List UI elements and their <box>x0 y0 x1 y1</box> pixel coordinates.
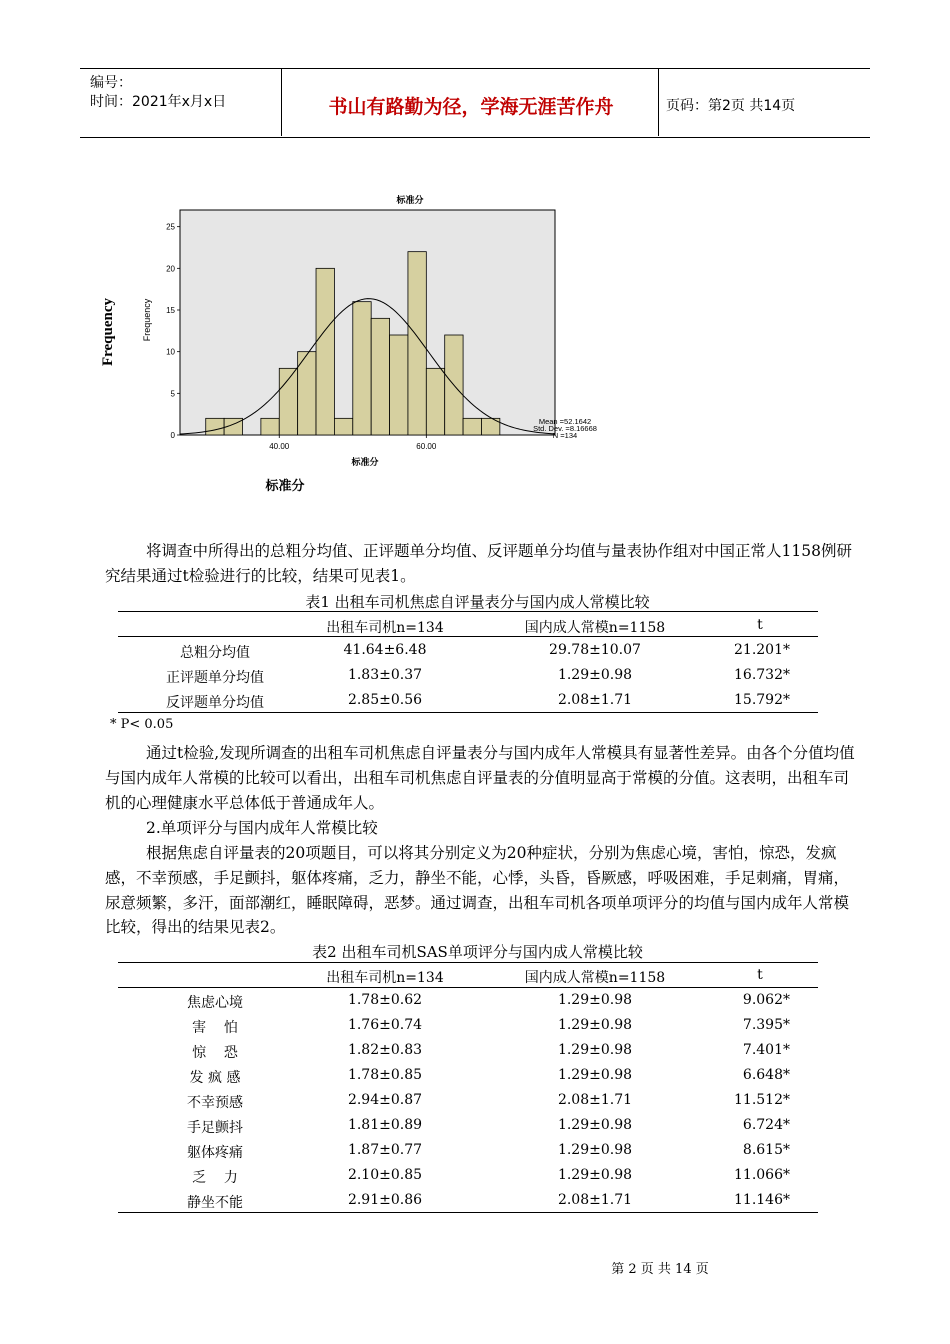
histogram-bar <box>353 302 371 435</box>
section-heading: 2.单项评分与国内成年人常模比较 <box>146 819 378 837</box>
header-page-label: 页码：第2页 共14页 <box>666 98 796 114</box>
table2-header-col: 国内成人常模n=1158 <box>524 970 666 986</box>
header-time-label: 时间：2021年x月x日 <box>90 94 227 110</box>
table1-header-col: t <box>757 617 763 633</box>
chart-outer-ylabel: Frequency <box>100 297 116 367</box>
table2-cell: 8.615* <box>742 1142 790 1158</box>
chart-stat-label: Std. Dev. =8.16668 <box>533 424 597 433</box>
table2-cell: 7.395* <box>742 1017 790 1033</box>
table1-cell: 正评题单分均值 <box>166 670 264 686</box>
histogram-bar <box>371 318 389 435</box>
table2-cell: 1.78±0.62 <box>347 992 423 1008</box>
table1-cell: 2.08±1.71 <box>557 692 633 708</box>
y-tick-label: 20 <box>166 264 175 274</box>
table1-header-col: 国内成人常模n=1158 <box>524 620 666 636</box>
table2-cell: 1.78±0.85 <box>347 1067 423 1083</box>
chart-stat-label: Mean =52.1642 <box>538 417 592 426</box>
table2-caption: 表2 出租车司机SAS单项评分与国内成人常模比较 <box>312 943 643 961</box>
table2-cell: 1.81±0.89 <box>347 1117 423 1133</box>
table2-cell: 6.724* <box>742 1117 790 1133</box>
table2-cell: 1.87±0.77 <box>347 1142 423 1158</box>
table2-top-rule <box>118 962 818 963</box>
paragraph-symptoms: 根据焦虑自评量表的20项题目，可以将其分别定义为20种症状，分别为焦虑心境，害怕，惊恐，发疯感，不幸预感，手足颤抖，躯体疼痛，乏力，静坐不能，心悸，头昏，昏厥感，呼吸困难，手足刺痛，胃痛，尿意频繁，多汗，面部潮红，睡眠障碍，恶梦。通过调查，出租车司机各项单项评分的均值与国内成年人常模比较，得出的结果见表2。 <box>105 844 850 937</box>
table2-cell: 7.401* <box>742 1042 790 1058</box>
table2-header-col: 出租车司机n=134 <box>326 970 444 986</box>
table2-cell: 11.512* <box>734 1092 790 1108</box>
chart-ylabel: Frequency <box>142 298 152 342</box>
table1-cell: 1.29±0.98 <box>557 667 633 683</box>
table2-cell: 躯体疼痛 <box>187 1145 243 1161</box>
y-tick-label: 5 <box>170 389 175 399</box>
table2-cell: 1.76±0.74 <box>347 1017 423 1033</box>
y-tick-label: 15 <box>166 306 175 315</box>
table2-cell: 1.29±0.98 <box>557 1142 633 1158</box>
table2-cell: 手足颤抖 <box>187 1120 243 1136</box>
table2-cell: 2.08±1.71 <box>557 1192 633 1208</box>
table1-note: * P< 0.05 <box>110 717 174 732</box>
table1-cell: 2.85±0.56 <box>347 692 423 708</box>
histogram-bar <box>261 418 279 435</box>
table2-cell: 乏 力 <box>192 1170 238 1186</box>
table2-cell: 11.066* <box>734 1167 790 1183</box>
table2-cell: 惊 恐 <box>192 1045 238 1061</box>
table2-cell: 2.10±0.85 <box>347 1167 423 1183</box>
table2-cell: 6.648* <box>742 1067 790 1083</box>
table2-cell: 静坐不能 <box>187 1195 243 1211</box>
table1-cell: 1.83±0.37 <box>347 667 423 683</box>
table2-cell: 1.29±0.98 <box>557 1117 633 1133</box>
table2-cell: 1.29±0.98 <box>557 992 633 1008</box>
histogram-bar <box>279 368 297 435</box>
table2-cell: 发 疯 感 <box>189 1070 241 1086</box>
table1-cell: 16.732* <box>734 667 790 683</box>
page-footer: 第 2 页 共 14 页 <box>611 1262 709 1277</box>
table2-cell: 不幸预感 <box>187 1095 243 1111</box>
table1-bottom-rule <box>118 712 818 713</box>
histogram-bar <box>408 252 426 435</box>
x-tick-label: 40.00 <box>269 442 290 451</box>
x-tick-label: 60.00 <box>416 442 437 451</box>
figure-caption: 标准分 <box>265 479 305 494</box>
table1-cell: 反评题单分均值 <box>166 695 264 711</box>
header-number-label: 编号： <box>90 75 132 91</box>
table2-cell: 2.94±0.87 <box>347 1092 423 1108</box>
chart-title: 标准分 <box>396 195 424 205</box>
header-motto: 书山有路勤为径，学海无涯苦作舟 <box>328 96 614 118</box>
table1-cell: 15.792* <box>734 692 790 708</box>
table2-cell: 1.29±0.98 <box>557 1042 633 1058</box>
table2-header-rule <box>118 987 818 988</box>
table2-cell: 1.82±0.83 <box>347 1042 423 1058</box>
table1-cell: 总粗分均值 <box>180 645 250 661</box>
y-tick-label: 0 <box>170 431 175 440</box>
histogram-chart <box>95 180 735 500</box>
table1-cell: 41.64±6.48 <box>343 642 427 658</box>
table2-cell: 焦虑心境 <box>187 995 243 1011</box>
histogram-bar <box>334 418 352 435</box>
table1-cell: 21.201* <box>734 642 790 658</box>
table1-header-rule <box>118 636 818 637</box>
histogram-bar <box>463 418 481 435</box>
histogram-bar <box>390 335 408 435</box>
table1-header-col: 出租车司机n=134 <box>326 620 444 636</box>
table1-caption: 表1 出租车司机焦虑自评量表分与国内成人常模比较 <box>305 593 650 611</box>
y-tick-label: 10 <box>166 347 175 357</box>
histogram-bar <box>426 368 444 435</box>
paragraph-conclusion: 通过t检验,发现所调查的出租车司机焦虑自评量表分与国内成年人常模具有显著性差异。由各个分值均值与国内成年人常模的比较可以看出，出租车司机焦虑自评量表的分值明显高于常模的分值。这表明，出租车司机的心理健康水平总体低于普通成年人。 <box>105 744 855 812</box>
table2-cell: 1.29±0.98 <box>557 1017 633 1033</box>
paragraph-intro: 将调查中所得出的总粗分均值、正评题单分均值、反评题单分均值与量表协作组对中国正常人1158例研究结果通过t检验进行的比较，结果可见表1。 <box>105 542 852 585</box>
header-divider <box>281 68 282 136</box>
table2-cell: 2.91±0.86 <box>347 1192 423 1208</box>
y-tick-label: 25 <box>166 222 175 232</box>
chart-stat-label: N =134 <box>552 431 578 440</box>
table2-header-col: t <box>757 967 763 983</box>
table2-cell: 1.29±0.98 <box>557 1067 633 1083</box>
histogram-bar <box>206 418 224 435</box>
histogram-bar <box>316 268 334 435</box>
histogram-figure <box>95 180 735 500</box>
table2-cell: 2.08±1.71 <box>557 1092 633 1108</box>
table1-top-rule <box>118 611 818 612</box>
table2-bottom-rule <box>118 1212 818 1213</box>
table2-cell: 11.146* <box>734 1192 790 1208</box>
header-divider <box>658 68 659 136</box>
table2-cell: 1.29±0.98 <box>557 1167 633 1183</box>
table2-cell: 9.062* <box>742 992 790 1008</box>
chart-xlabel: 标准分 <box>351 457 379 467</box>
table1-cell: 29.78±10.07 <box>549 642 641 658</box>
table2-cell: 害 怕 <box>192 1020 238 1036</box>
